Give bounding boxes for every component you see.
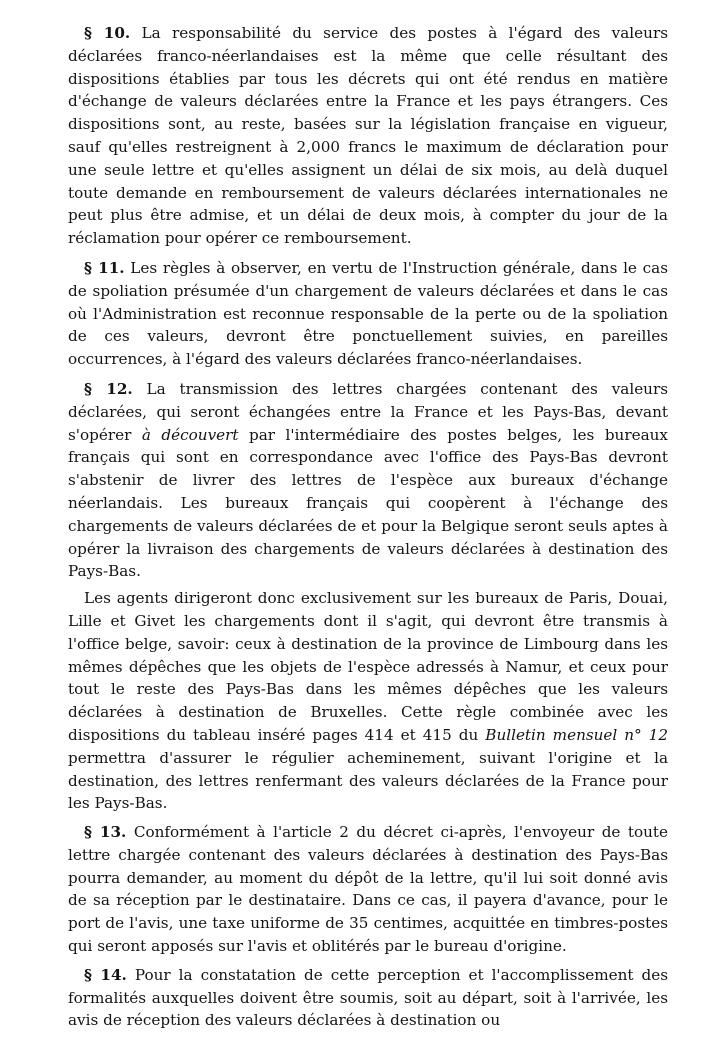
paragraph-section-11 bbox=[68, 257, 668, 371]
paragraph-section-14 bbox=[68, 964, 668, 1032]
section-number: § 10. bbox=[84, 24, 131, 42]
paragraph-section-12-continued bbox=[68, 587, 668, 815]
paragraph-text: La transmission des lettres chargées contenant des valeurs déclarées, qui seront échangées entre la France et les Pays-Bas, devant s'opérer bbox=[68, 379, 669, 444]
bulletin-reference: Bulletin mensuel n° 12 bbox=[485, 725, 668, 744]
paragraph-text: Les règles à observer, en vertu de l'Instruction générale, dans le cas de spoliation présumée d'un chargement de valeurs déclarées et dans le cas où l'Administration est reconnue responsable de la perte ou de la spoliation de ces valeurs, devront être ponctuellement suivies, en pareilles occurrences, à l'égard des valeurs déclarées franco-néerlandaises. bbox=[68, 258, 669, 369]
section-number: § 11. bbox=[84, 258, 125, 277]
paragraph-text: Les agents dirigeront donc exclusivement sur les bureaux de Paris, Douai, Lille et Givet les chargements dont il s'agit, qui devront être transmis à l'office belge, savoir: ceux à destination de la province de Limbourg dans les mêmes dépêches que les objets de l'espèce adressés à Namur, et ceux pour tout le reste des Pays-Bas dans les mêmes dépêches que les valeurs déclarées à destination de Bruxelles. Cette règle combinée avec les dispositions du tableau inséré pages 414 et 415 du bbox=[68, 589, 668, 744]
italic-term: à découvert bbox=[141, 425, 239, 444]
paragraph-text: Pour la constatation de cette perception et l'accomplissement des formalités auxquelles doivent être soumis, soit au départ, soit à l'arrivée, les avis de réception des valeurs déclarées à destination ou bbox=[68, 965, 669, 1030]
paragraph-section-12 bbox=[68, 378, 668, 583]
paragraph-text-continued: par l'intermédiaire des postes belges, les bureaux français qui sont en correspondance avec l'office des Pays-Bas devront s'abstenir de livrer des lettres de l'espèce aux bureaux d'échange néerlandais. Les bureaux français qui coopèrent à l'échange des chargements de valeurs déclarées de et pour la Belgique seront seuls aptes à opérer la livraison des chargements de valeurs déclarées à destination des Pays-Bas. bbox=[68, 425, 668, 581]
section-number: § 13. bbox=[84, 823, 127, 842]
paragraph-text-continued: permettra d'assurer le régulier acheminement, suivant l'origine et la destination, des lettres renfermant des valeurs déclarées de la France pour les Pays-Bas. bbox=[68, 748, 668, 813]
section-number: § 12. bbox=[84, 379, 133, 398]
section-number: § 14. bbox=[84, 965, 127, 984]
paragraph-text: Conformément à l'article 2 du décret ci-après, l'envoyeur de toute lettre chargée contenant des valeurs déclarées à destination des Pays-Bas pourra demander, au moment du dépôt de la lettre, qu'il lui soit donné avis de sa réception par le destinataire. Dans ce cas, il payera d'avance, pour le port de l'avis, une taxe uniforme de 35 centimes, acquittée en timbres-postes qui seront apposés sur l'avis et oblitérés par le bureau d'origine. bbox=[68, 823, 669, 956]
paragraph-section-10 bbox=[68, 22, 668, 250]
paragraph-section-13 bbox=[68, 821, 668, 958]
paragraph-text: La responsabilité du service des postes à l'égard des valeurs déclarées franco-néerlandaises est la même que celle résultant des dispositions établies par tous les décrets qui ont été rendus en matière d'échange de valeurs déclarées entre la France et les pays étrangers. Ces dispositions sont, au reste, basées sur la législation française en vigueur, sauf qu'elles restreignent à 2,000 francs le maximum de déclaration pour une seule lettre et qu'elles assignent un délai de six mois, au delà duquel toute demande en remboursement de valeurs déclarées internationales ne peut plus être admise, et un délai de deux mois, à compter du jour de la réclamation pour opérer ce remboursement. bbox=[68, 24, 668, 248]
